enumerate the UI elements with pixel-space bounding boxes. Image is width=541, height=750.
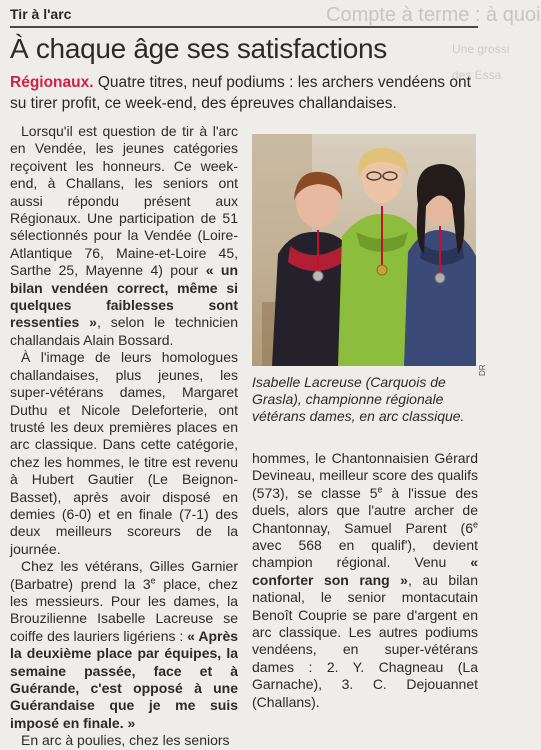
paragraph-text: avec 568 en qualif'), devient champion régional. Venu xyxy=(252,537,478,571)
rubric-divider xyxy=(10,26,478,28)
paragraph-text: À l'image de leurs homologues challandaises, plus jeunes, les super-vétérans dames, Margaret Duthu et Nicole Deleforterie, ont trusté les deux premières places en arc classique. Dans cette catégorie, chez les hommes, le titre est revenu à Hubert Gautier (Le Beignon-Basset), après avoir disposé en demies (6-0) et en finale (7-1) des deux meilleurs scoreurs de la journée. xyxy=(10,349,238,557)
article-column-left xyxy=(10,123,238,750)
article-column-right xyxy=(252,450,478,711)
section-rubric: Tir à l'arc xyxy=(10,6,72,22)
paragraph-text: , selon le technicien challandais Alain Bossard. xyxy=(10,314,238,348)
paragraph-text: hommes, le Chantonnaisien Gérard Devineau, meilleur score des qualifs (573), se classe 5 xyxy=(252,450,478,501)
archers-podium-photo xyxy=(252,134,476,366)
paragraph xyxy=(10,732,238,749)
paragraph-text: place, chez les messieurs. Pour les dames, la Brouzilienne Isabelle Lacreuse se coiffe des lauriers ligériens : xyxy=(10,575,238,644)
photo-credit: DR xyxy=(478,364,487,376)
article-headline: À chaque âge ses satisfactions xyxy=(10,33,388,64)
article-lead xyxy=(10,72,480,114)
paragraph xyxy=(10,558,238,732)
superscript: e xyxy=(150,574,156,585)
paragraph-text: à l'issue des duels, alors que l'autre archer de Chantonnay, Samuel Parent (6 xyxy=(252,484,479,536)
superscript: e xyxy=(472,518,478,529)
paragraph-text: Lorsqu'il est question de tir à l'arc en Vendée, les jeunes catégories reçoivent les honneurs. Ce week-end, à Challans, les seniors ont aussi répondu présent aux Régionaux. Une participation de 51 sélectionnés pour la Vendée (Loire-Atlantique 76, Maine-et-Loire 45, Sarthe 25, Mayenne 4) pour xyxy=(10,123,238,279)
quote-bold: « un bilan vendéen correct, même si quelques faiblesses sont ressenties » xyxy=(10,262,238,331)
paragraph-text: , au bilan national, le senior montacutain Benoît Couprie se pare d'argent en arc classique. Les autres podiums vendéens, en super-vétérans dames : 2. Y. Chagneau (La Garnache), 3. C. Dejouannet (Challans). xyxy=(252,571,478,710)
paragraph xyxy=(10,349,238,558)
paragraph xyxy=(252,450,478,711)
paragraph-text: En arc à poulies, chez les seniors xyxy=(21,732,230,749)
paragraph xyxy=(10,123,238,349)
article-photo xyxy=(252,134,476,366)
quote-bold: « conforter son rang » xyxy=(252,554,478,588)
quote-bold: « Après la deuxième place par équipes, la semaine passée, face et à Guérande, c'est opposé à une Guérandaise que je me suis imposé en finale. » xyxy=(10,627,239,731)
background-article-line: Une grossi xyxy=(452,42,510,56)
background-article-title: Compte à terme : à quoi xyxy=(326,4,541,26)
background-article-line: des Essa xyxy=(452,68,502,82)
paragraph-text: Chez les vétérans, Gilles Garnier (Barbatre) prend la 3 xyxy=(10,558,238,592)
lead-kicker: Régionaux. xyxy=(10,74,94,91)
lead-text: Quatre titres, neuf podiums : les archers vendéens ont su tirer profit, ce week-end, des épreuves challandaises. xyxy=(10,74,471,112)
photo-caption: Isabelle Lacreuse (Carquois de Grasla), championne régionale vétérans dames, en arc classique. xyxy=(252,374,465,424)
superscript: e xyxy=(377,484,383,495)
